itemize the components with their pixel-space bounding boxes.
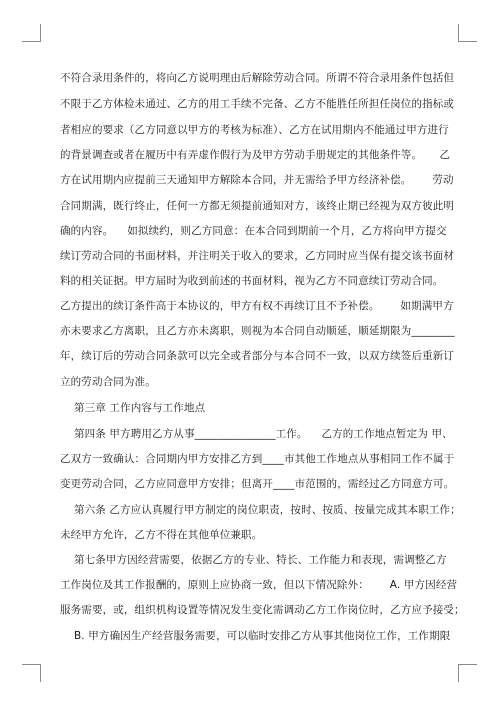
crop-mark-top-right [458,24,459,42]
text-line: 第七条甲方因经营需要，依据乙方的专业、特长、工作能力和表现，需调整乙方 [60,554,447,566]
text-line: 不限于乙方体检未通过、乙方的用工手续不完备、乙方不能胜任所担任岗位的指标或 [60,98,455,110]
text-line: 者相应的要求（乙方同意以甲方的考核为标准）、乙方在试用期内不能通过甲方进行 [60,124,449,136]
text-line: 变更劳动合同，乙方应同意甲方安排；但离开____市范围的，需经过乙方同意方可。 [60,478,455,490]
text-line: B. 甲方确因生产经营服务需要，可以临时安排乙方从事其他岗位工作，工作期限 [60,630,451,642]
text-line: 未经甲方允许，乙方不得在其他单位兼职。 [60,529,263,541]
text-line: 服务需要，或，组织机构设置等情况发生变化需调动乙方工作岗位时，乙方应予接受； [60,604,465,616]
text-line: 不符合录用条件的，将向乙方说明理由后解除劳动合同。所谓不符合录用条件包括但 [60,72,455,84]
text-line: 续订劳动合同的书面材料，并注明关于收入的要求，乙方同时应当保有提交该书面材 [60,250,455,262]
text-line: 的背景调查或者在履历中有弄虚作假行为及甲方劳动手册规定的其他条件等。 乙 [60,149,451,161]
crop-mark-top-left [22,41,40,42]
text-line: 立的劳动合同为准。 [60,376,156,388]
text-line: 第六条 乙方应认真履行甲方制定的岗位职责，按时、按质、按量完成其本职工作； [60,504,461,516]
crop-mark-bottom-left [40,664,41,682]
text-line: 方在试用期内应提前三天通知甲方解除本合同，并无需给予甲方经济补偿。 劳动 [60,174,454,186]
crop-mark-top-left [40,24,41,42]
crop-mark-bottom-left [22,664,40,665]
text-line: 乙双方一致确认：合同期内甲方安排乙方到____市其他工作地点从事相同工作不属于 [60,453,455,465]
text-line: 确的内容。 如拟续约，则乙方同意：在本合同到期前一个月，乙方将向甲方提交 [60,225,447,237]
text-line: 工作岗位及其工作报酬的，原则上应协商一致，但以下情况除外： A. 甲方因经营 [60,579,458,591]
text-line: 合同期满，既行终止，任何一方都无须提前通知对方，该终止期已经视为双方彼此明 [60,200,455,212]
text-line: 年，续订后的劳动合同条款可以完全或者部分与本合同不一致，以双方续签后重新订 [60,350,455,362]
text-line: 第四条 甲方聘用乙方从事_______________工作。 乙方的工作地点暂定为 甲、 [60,428,453,440]
text-line: 料的相关证据。甲方届时为收到前述的书面材料，视为乙方不同意续订劳动合同。 [60,275,444,287]
text-line: 亦未要求乙方离职，且乙方亦未离职，则视为本合同自动顺延，顺延期限为________ [60,325,455,337]
crop-mark-bottom-right [458,664,459,682]
text-line: 乙方提出的续订条件高于本协议的，甲方有权不再续订且不予补偿。 如期满甲方 [60,300,454,312]
crop-mark-top-right [459,41,477,42]
chapter-heading: 第三章 工作内容与工作地点 [60,402,206,414]
crop-mark-bottom-right [459,664,477,665]
